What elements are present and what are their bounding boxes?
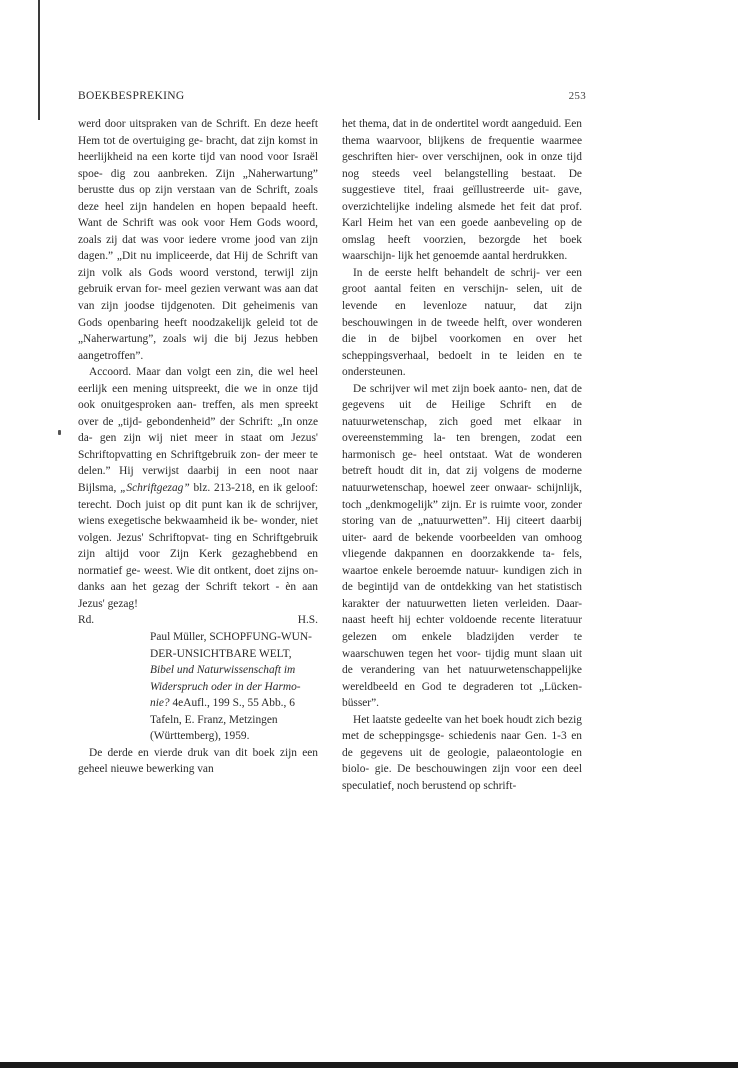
book-author-title: Paul Müller, SCHOPFUNG-WUN- DER-UNSICHTBARE WELT,: [150, 630, 312, 660]
scan-border-left: [38, 0, 40, 120]
page-number: 253: [568, 90, 586, 102]
page-header: [78, 90, 588, 106]
text-run: blz. 213-218, en ik geloof: terecht. Doch juist op dit punt kan ik de schrijver, wiens exegetische bekwaamheid ik be- wonder, niet volgen. Jezus' Schriftopvat- ting en Schriftgebruik zijn altijd voor Zijn Kerk gezaghebbend en normatief ge- weest. Wie dit ontkent, doet zijns on- danks aan het gezag der Schrift tekort - èn aan Jezus' gezag!: [78, 482, 318, 610]
left-column: [78, 116, 318, 778]
paragraph: De derde en vierde druk van dit boek zijn een geheel nieuwe bewerking van: [78, 746, 318, 776]
signature-location: Rd.: [78, 614, 95, 627]
italic-title: „Schriftgezag”: [120, 482, 190, 495]
margin-mark: [58, 430, 61, 435]
paragraph: werd door uitspraken van de Schrift. En deze heeft Hem tot de overtuiging ge- bracht, dat zijn komst in heerlijkheid na een korte tijd van nood voor Israël spoe- dig zou aanbreken. Zijn „Naherwartung” berustte dus op zijn verstaan van de Schrift, zoals deze heel zijn handelen en hopen bepaald heeft. Want de Schrift was ook voor Hem Gods woord, zoals zij dat was voor iedere vrome jood van zijn dagen.” „Dit nu impliceerde, dat Hij de Schrift van zijn volk als Gods woord verstond, terwijl zijn gebruik ervan for- meel gezien verwant was aan dat van zijn joodse tijdgenoten. Dit geheimenis van Gods openbaring heeft noodzakelijk geleid tot de „Naherwartung”, zoals wij die bij Jezus hebben aangetroffen”.: [78, 118, 318, 362]
scan-border-bottom: [0, 1062, 738, 1068]
signature-line: [78, 612, 318, 629]
book-subtitle: Bibel und Naturwissenschaft im Widerspruch oder in der Harmo- nie?: [150, 664, 301, 710]
signature-initials: H.S.: [297, 614, 318, 627]
paragraph: De schrijver wil met zijn boek aanto- nen, dat de gegevens uit de Heilige Schrift en de natuurwetenschap, zich goed met elkaar in overeenstemming la- ten brengen, zodat een harmonisch ge- heel ontstaat. Wat de wonderen betreft houdt dit in, dat zij volgens de moderne natuurwetenschap, hoewel zeer onwaar- schijnlijk, toch „denkmogelijk” zijn. Er is ruimte voor, zonder storing van de „natuurwetten”. Hij citeert daarbij uiter- aard de bekende voorbeelden van omhoog vliegende dakpannen en doorzakkende ta- fels, waartoe enkele beroemde natuur- kundigen zich in de begintijd van de ontdekking van het statistisch karakter der natuurwetten lieten verleiden. Daar- naast heeft hij echter voldoende recente literatuur gelezen om enkele bladzijden verder te waarschuwen tegen het voor- tijdig munt slaan uit de verandering van het natuurwetenschappelijke wereldbeeld en God te degraderen tot „Lücken- büsser”.: [342, 382, 582, 710]
journal-page: [78, 0, 588, 1060]
running-title: BOEKBESPREKING: [78, 90, 185, 102]
paragraph: [78, 364, 318, 612]
paragraph: het thema, dat in de ondertitel wordt aangeduid. Een thema waarvoor, blijkens de frequentie waarmee geschriften hier- over verschijnen, ook in onze tijd nog steeds veel belangstelling bestaat. De suggestieve titel, fraai geïllustreerde uit- gave, overzichtelijke indeling alsmede het feit dat prof. Karl Heim het van een goede aanbeveling op de omslag heeft voorzien, bezorgde het boek waarschijn- lijk het genoemde aantal herdrukken.: [342, 118, 582, 263]
text-run: Accoord. Maar dan volgt een zin, die wel heel eerlijk een mening uitspreekt, die we in onze tijd ook onuitgesproken aan- treffen, als men spreekt over de „tijd- gebondenheid” der Schrift: „In onze da- gen zijn wij niet meer in staat om Jezus' Schriftopvatting en Schriftgebruik zon- der meer te delen.” Hij verwijst daarbij in een noot naar Bijlsma,: [78, 366, 318, 495]
right-column: [342, 116, 582, 794]
paragraph: Het laatste gedeelte van het boek houdt zich bezig met de scheppingsge- schiedenis naar Gen. 1-3 en de gegevens uit de geologie, palaeontologie en biolo- gie. De beschouwingen zijn voor een deel speculatief, noch berustend op schrift-: [342, 713, 582, 792]
book-reference: [78, 629, 318, 745]
book-details: 4eAufl., 199 S., 55 Abb., 6 Tafeln, E. Franz, Metzingen (Württemberg), 1959.: [150, 697, 295, 743]
paragraph: In de eerste helft behandelt de schrij- ver een groot aantal feiten en verschijn- selen, uit de levende en levenloze natuur, dat zijn beschouwingen in de tweede helft, over wonderen die in de bijbel voorkomen en over het scheppingsverhaal, bedoelt in te leiden en te ondersteunen.: [342, 266, 582, 379]
